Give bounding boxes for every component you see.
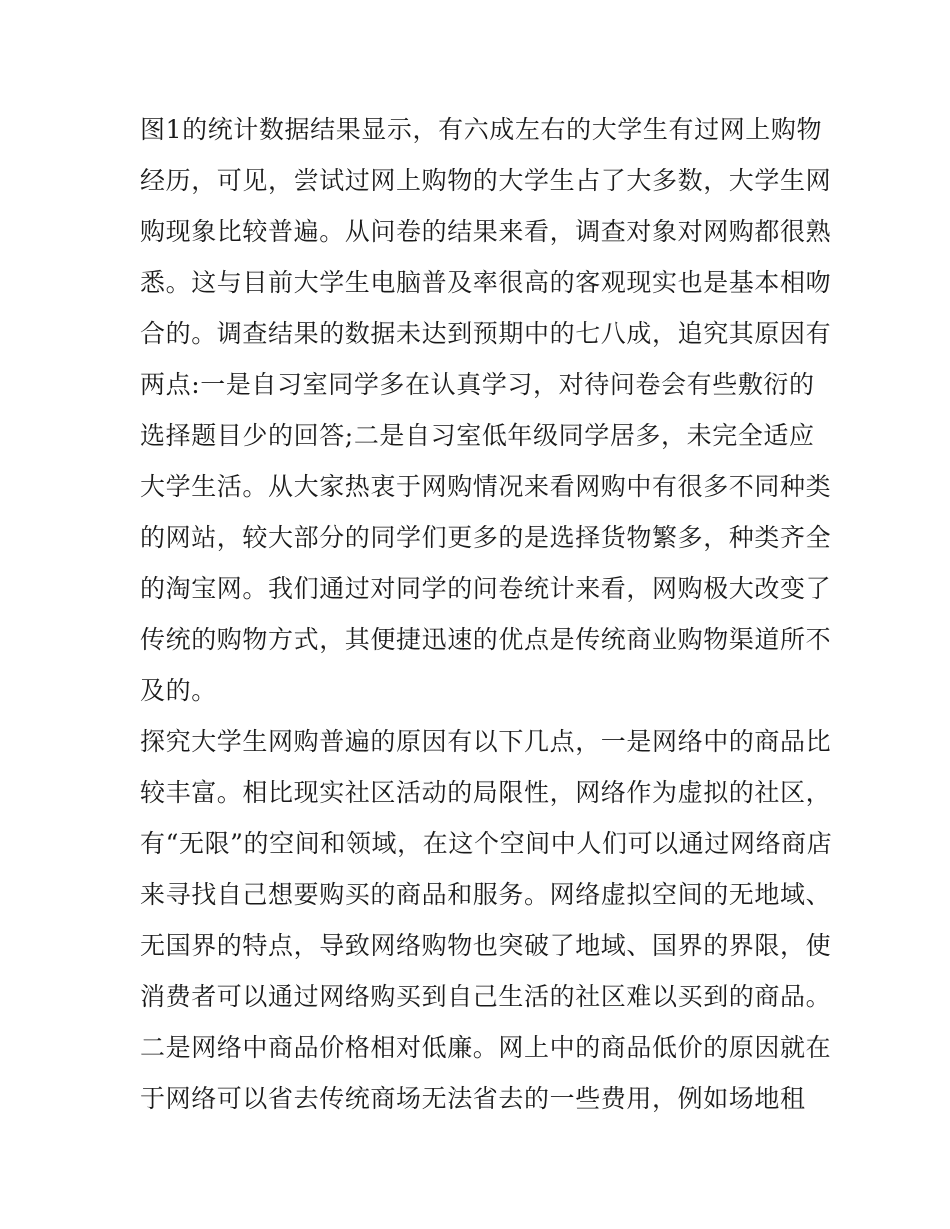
text-line: 大学生活。从大家热衷于网购情况来看网购中有很多不同种类 [140, 472, 832, 501]
text-line: 经历，可见，尝试过网上购物的大学生占了大多数，大学生网 [140, 166, 832, 195]
text-line: 合的。调查结果的数据未达到预期中的七八成，追究其原因有 [140, 319, 832, 348]
text-line: 购现象比较普遍。从问卷的结果来看，调查对象对网购都很熟 [140, 217, 832, 246]
body-text [140, 104, 833, 1124]
text-line: 有“无限”的空间和领域，在这个空间中人们可以通过网络商店 [140, 829, 833, 858]
text-line: 于网络可以省去传统商场无法省去的一些费用，例如场地租 [140, 1084, 806, 1113]
text-line: 悉。这与目前大学生电脑普及率很高的客观现实也是基本相吻 [140, 268, 832, 297]
text-line: 消费者可以通过网络购买到自己生活的社区难以买到的商品。 [140, 982, 832, 1011]
text-line: 及的。 [140, 676, 217, 705]
text-line: 选择题目少的回答;二是自习室低年级同学居多，未完全适应 [140, 421, 815, 450]
text-line: 图1的统计数据结果显示，有六成左右的大学生有过网上购物 [140, 115, 823, 144]
text-line: 无国界的特点，导致网络购物也突破了地域、国界的界限，使 [140, 931, 832, 960]
text-line: 两点:一是自习室同学多在认真学习，对待问卷会有些敷衍的 [140, 370, 815, 399]
text-line: 来寻找自己想要购买的商品和服务。网络虚拟空间的无地域、 [140, 880, 832, 909]
text-line: 的淘宝网。我们通过对同学的问卷统计来看，网购极大改变了 [140, 574, 832, 603]
text-line: 二是网络中商品价格相对低廉。网上中的商品低价的原因就在 [140, 1033, 832, 1062]
text-line: 探究大学生网购普遍的原因有以下几点，一是网络中的商品比 [140, 727, 832, 756]
text-line: 较丰富。相比现实社区活动的局限性，网络作为虚拟的社区， [140, 778, 832, 807]
text-line: 传统的购物方式，其便捷迅速的优点是传统商业购物渠道所不 [140, 625, 832, 654]
text-line: 的网站，较大部分的同学们更多的是选择货物繁多，种类齐全 [140, 523, 832, 552]
